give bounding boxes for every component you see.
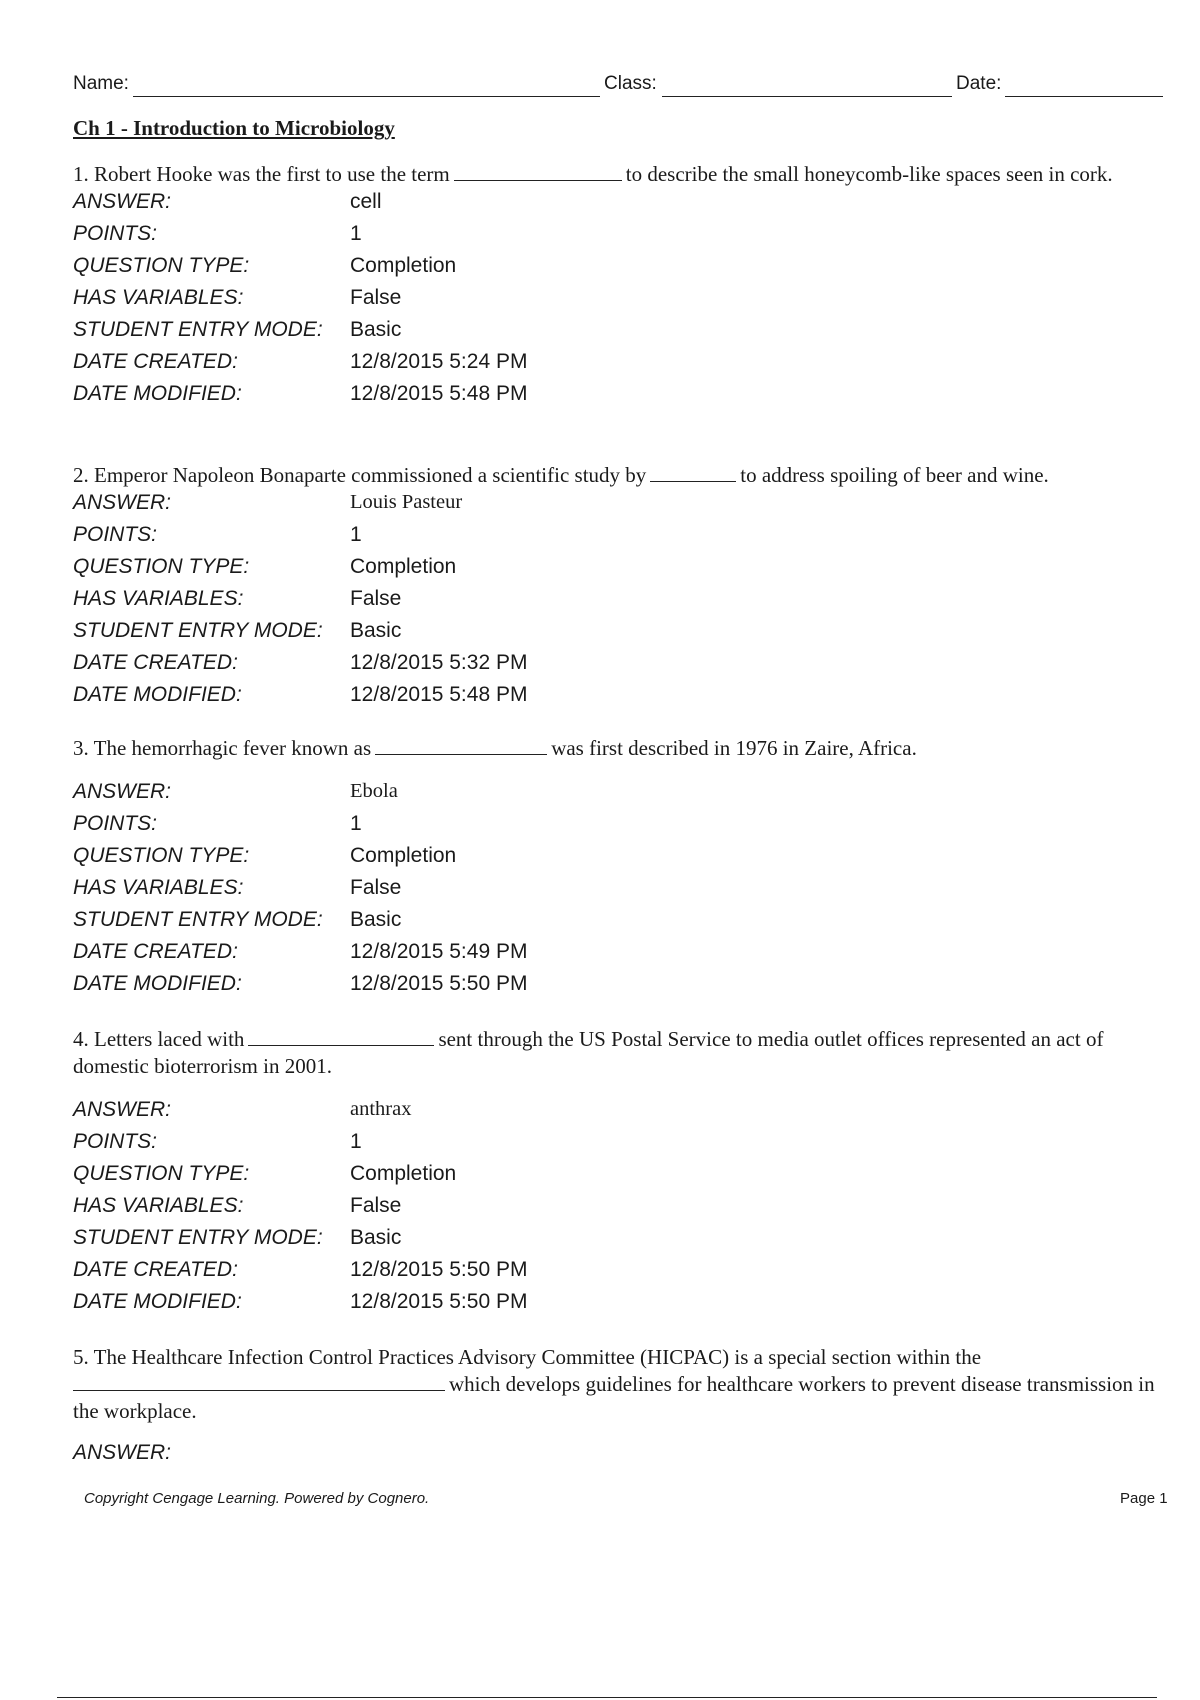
date-created-value: 12/8/2015 5:50 PM	[350, 1258, 528, 1281]
answer-blank	[248, 1027, 434, 1046]
has-variables-value: False	[350, 876, 402, 899]
chapter-title: Ch 1 - Introduction to Microbiology	[73, 116, 395, 140]
date-modified-value: 12/8/2015 5:50 PM	[350, 972, 528, 995]
answer-value: Ebola	[350, 780, 398, 802]
answer-row	[73, 1441, 1168, 1473]
question-type-value: Completion	[350, 555, 457, 578]
student-entry-mode-value: Basic	[350, 908, 402, 931]
points-row	[73, 222, 1168, 254]
question-type-row	[73, 1162, 1168, 1194]
answer-label: ANSWER:	[73, 190, 172, 213]
answer-row	[73, 190, 1168, 222]
answer-label: ANSWER:	[73, 1441, 172, 1464]
question-text-after: to describe the small honeycomb-like spaces seen in cork.	[625, 162, 1113, 186]
class-label: Class:	[604, 73, 657, 94]
date-created-row	[73, 1258, 1168, 1290]
page-number: Page 1	[1120, 1490, 1168, 1507]
question-text-before: 3. The hemorrhagic fever known as	[73, 736, 372, 760]
points-value: 1	[350, 222, 362, 245]
answer-blank	[650, 463, 736, 482]
date-modified-row	[73, 1290, 1168, 1322]
question-text	[73, 462, 1168, 489]
has-variables-row	[73, 876, 1168, 908]
has-variables-label: HAS VARIABLES:	[73, 1194, 244, 1217]
student-entry-mode-row	[73, 318, 1168, 350]
answer-value: anthrax	[350, 1098, 412, 1120]
date-field[interactable]	[1005, 96, 1163, 97]
question-metadata	[73, 780, 1168, 1004]
page-divider	[57, 1697, 1157, 1698]
question-metadata	[73, 491, 1168, 715]
answer-blank	[454, 162, 622, 181]
question-text-before: 4. Letters laced with	[73, 1027, 245, 1051]
date-modified-row	[73, 972, 1168, 1004]
answer-row	[73, 780, 1168, 812]
answer-blank	[375, 736, 547, 755]
date-modified-row	[73, 683, 1168, 715]
question-type-row	[73, 254, 1168, 286]
date-modified-label: DATE MODIFIED:	[73, 1290, 242, 1313]
answer-value: cell	[350, 190, 382, 213]
points-label: POINTS:	[73, 222, 158, 245]
name-label: Name:	[73, 73, 129, 94]
date-modified-row	[73, 382, 1168, 414]
date-created-label: DATE CREATED:	[73, 940, 238, 963]
student-entry-mode-row	[73, 908, 1168, 940]
question-text	[73, 1344, 1168, 1425]
question-text-before: 1. Robert Hooke was the first to use the term	[73, 162, 450, 186]
student-entry-mode-value: Basic	[350, 1226, 402, 1249]
question-type-label: QUESTION TYPE:	[73, 844, 250, 867]
date-label: Date:	[956, 73, 1002, 94]
question-type-value: Completion	[350, 1162, 457, 1185]
student-entry-mode-label: STUDENT ENTRY MODE:	[73, 619, 323, 642]
answer-value: Louis Pasteur	[350, 491, 463, 513]
question-3	[73, 735, 1168, 1004]
question-text	[73, 1026, 1168, 1080]
points-row	[73, 812, 1168, 844]
answer-label: ANSWER:	[73, 1098, 172, 1121]
date-created-row	[73, 940, 1168, 972]
student-entry-mode-label: STUDENT ENTRY MODE:	[73, 908, 323, 931]
question-text-after: was first described in 1976 in Zaire, Africa.	[551, 736, 917, 760]
date-created-label: DATE CREATED:	[73, 651, 238, 674]
answer-row	[73, 491, 1168, 523]
points-value: 1	[350, 1130, 362, 1153]
question-type-value: Completion	[350, 254, 457, 277]
has-variables-label: HAS VARIABLES:	[73, 587, 244, 610]
points-label: POINTS:	[73, 812, 158, 835]
points-label: POINTS:	[73, 1130, 158, 1153]
date-created-label: DATE CREATED:	[73, 350, 238, 373]
date-created-label: DATE CREATED:	[73, 1258, 238, 1281]
has-variables-label: HAS VARIABLES:	[73, 286, 244, 309]
class-field[interactable]	[662, 96, 952, 97]
question-type-label: QUESTION TYPE:	[73, 254, 250, 277]
question-text-after: to address spoiling of beer and wine.	[740, 463, 1049, 487]
student-entry-mode-row	[73, 1226, 1168, 1258]
points-value: 1	[350, 812, 362, 835]
question-metadata	[73, 1441, 1168, 1473]
question-2	[73, 462, 1168, 715]
date-modified-value: 12/8/2015 5:50 PM	[350, 1290, 528, 1313]
date-created-value: 12/8/2015 5:24 PM	[350, 350, 528, 373]
question-type-row	[73, 844, 1168, 876]
question-type-label: QUESTION TYPE:	[73, 1162, 250, 1185]
has-variables-row	[73, 286, 1168, 318]
date-created-row	[73, 350, 1168, 382]
copyright-notice: Copyright Cengage Learning. Powered by Cognero.	[84, 1490, 430, 1507]
date-modified-value: 12/8/2015 5:48 PM	[350, 683, 528, 706]
student-entry-mode-row	[73, 619, 1168, 651]
question-text-before: 5. The Healthcare Infection Control Practices Advisory Committee (HICPAC) is a special section within the	[73, 1345, 982, 1369]
question-5	[73, 1344, 1168, 1473]
answer-row	[73, 1098, 1168, 1130]
answer-label: ANSWER:	[73, 780, 172, 803]
question-type-value: Completion	[350, 844, 457, 867]
points-row	[73, 523, 1168, 555]
name-field[interactable]	[133, 96, 600, 97]
student-entry-mode-value: Basic	[350, 619, 402, 642]
question-1	[73, 161, 1168, 414]
question-text	[73, 735, 1168, 762]
question-text-before: 2. Emperor Napoleon Bonaparte commissioned a scientific study by	[73, 463, 647, 487]
date-created-value: 12/8/2015 5:32 PM	[350, 651, 528, 674]
has-variables-value: False	[350, 587, 402, 610]
has-variables-row	[73, 587, 1168, 619]
has-variables-value: False	[350, 286, 402, 309]
question-metadata	[73, 190, 1168, 414]
has-variables-label: HAS VARIABLES:	[73, 876, 244, 899]
question-text-after: sent through the US Postal Service to media outlet offices represented an act of domestic bioterrorism in 2001.	[73, 1027, 1104, 1078]
question-text-after: which develops guidelines for healthcare workers to prevent disease transmission in the workplace.	[73, 1372, 1155, 1423]
has-variables-row	[73, 1194, 1168, 1226]
question-text	[73, 161, 1168, 188]
date-modified-label: DATE MODIFIED:	[73, 972, 242, 995]
answer-label: ANSWER:	[73, 491, 172, 514]
question-metadata	[73, 1098, 1168, 1322]
question-4	[73, 1026, 1168, 1322]
student-info-header	[73, 70, 1163, 100]
points-value: 1	[350, 523, 362, 546]
date-modified-label: DATE MODIFIED:	[73, 382, 242, 405]
date-created-row	[73, 651, 1168, 683]
question-type-row	[73, 555, 1168, 587]
student-entry-mode-label: STUDENT ENTRY MODE:	[73, 1226, 323, 1249]
date-created-value: 12/8/2015 5:49 PM	[350, 940, 528, 963]
has-variables-value: False	[350, 1194, 402, 1217]
date-modified-value: 12/8/2015 5:48 PM	[350, 382, 528, 405]
question-type-label: QUESTION TYPE:	[73, 555, 250, 578]
points-label: POINTS:	[73, 523, 158, 546]
student-entry-mode-value: Basic	[350, 318, 402, 341]
points-row	[73, 1130, 1168, 1162]
date-modified-label: DATE MODIFIED:	[73, 683, 242, 706]
student-entry-mode-label: STUDENT ENTRY MODE:	[73, 318, 323, 341]
answer-blank	[73, 1372, 445, 1391]
